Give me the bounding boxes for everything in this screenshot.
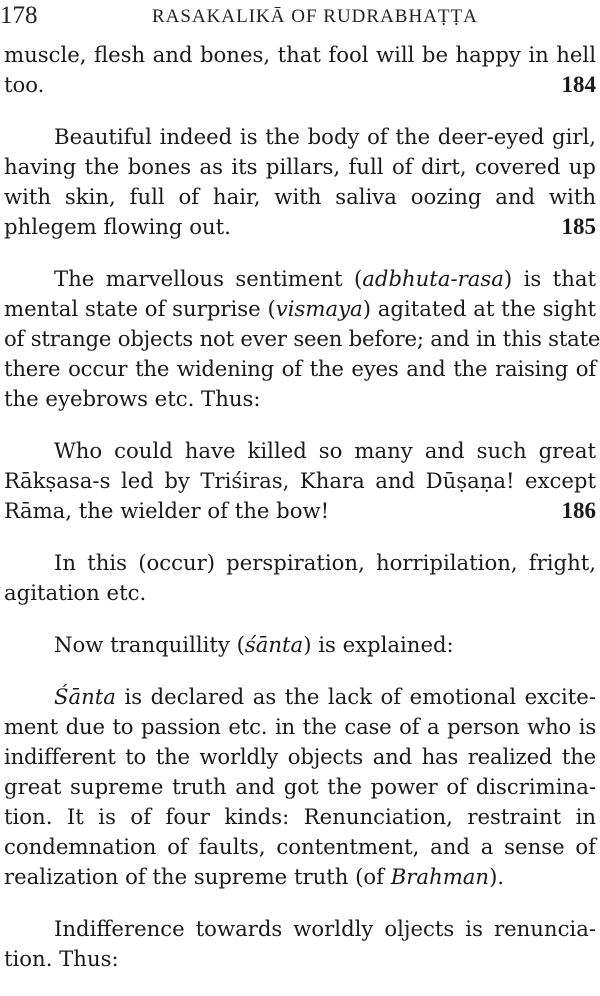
prose-paragraph: [4, 548, 596, 608]
text-line: with skin, full of hair, with saliva oozing and with: [4, 184, 596, 209]
text-line-segment: mental state of surprise (: [4, 296, 276, 321]
page-body: [4, 40, 600, 996]
verse-number: 185: [561, 214, 596, 239]
text-line-segment: Rāma, the wielder of the bow!: [4, 498, 330, 523]
text-line-segment: ).: [489, 864, 505, 889]
italic-term: śānta: [244, 632, 304, 657]
text-line: [4, 682, 596, 712]
italic-term: Śānta: [54, 684, 116, 709]
running-title: RASAKALIKĀ OF RUDRABHAṬṬA: [152, 6, 478, 27]
text-line-segment: phlegem flowing out.: [4, 214, 231, 239]
text-line-segment: The marvellous sentiment (: [54, 266, 363, 291]
page-number: 178: [0, 2, 38, 29]
text-line: [4, 496, 596, 526]
text-line: having the bones as its pillars, full of dirt, covered up: [4, 154, 596, 179]
text-line-segment: ) is that: [503, 266, 596, 291]
text-line: Indifference towards worldly oljects is renuncia-: [54, 916, 596, 941]
prose-paragraph: [4, 914, 596, 974]
italic-term: adbhuta-rasa: [362, 266, 504, 291]
prose-paragraph: [4, 264, 600, 414]
italic-term: Brahman: [390, 864, 490, 889]
verse-number: 184: [561, 72, 596, 97]
text-line-segment: ) agitated at the sight: [362, 296, 596, 321]
text-line: agitation etc.: [4, 580, 147, 605]
text-line: [4, 630, 596, 660]
text-line-segment: Now tranquillity (: [54, 632, 245, 657]
paragraph-continuation: [4, 40, 596, 100]
text-line: [4, 862, 596, 892]
text-line: [4, 70, 596, 100]
italic-term: vismaya: [275, 296, 363, 321]
text-line: muscle, flesh and bones, that fool will be happy in hell: [4, 42, 596, 67]
text-line: [4, 264, 596, 294]
text-line: tion. It is of four kinds: Renunciation, restraint in: [4, 804, 596, 829]
text-line: Beautiful indeed is the body of the deer-eyed girl,: [54, 124, 596, 149]
text-line: indifferent to the worldly objects and has realized the: [4, 744, 596, 769]
text-line-segment: is declared as the lack of emotional excite-: [115, 684, 596, 709]
text-line: great supreme truth and got the power of discrimina-: [4, 774, 596, 799]
text-line: [4, 212, 596, 242]
text-line: ment due to passion etc. in the case of a person who is: [4, 714, 596, 739]
prose-paragraph: [4, 682, 596, 892]
verse-paragraph: [4, 436, 596, 526]
text-line: there occur the widening of the eyes and the raising of: [4, 356, 596, 381]
verse-number: 186: [561, 498, 596, 523]
page-header: [0, 2, 600, 36]
text-line: Who could have killed so many and such great: [54, 438, 596, 463]
text-line: the eyebrows etc. Thus:: [4, 386, 261, 411]
verse-paragraph: [4, 122, 596, 242]
text-line: tion. Thus:: [4, 946, 119, 971]
prose-paragraph: [4, 630, 596, 660]
text-line: [4, 294, 596, 324]
text-line: Rākṣasa-s led by Triśiras, Khara and Dūṣaṇa! except: [4, 468, 596, 493]
text-line: of strange objects not ever seen before; and in this state: [4, 326, 600, 351]
text-line: In this (occur) perspiration, horripilation, fright,: [54, 550, 596, 575]
text-line-segment: realization of the supreme truth (of: [4, 864, 391, 889]
text-line-segment: ) is explained:: [303, 632, 454, 657]
text-line-segment: too.: [4, 72, 45, 97]
text-line: condemnation of faults, contentment, and a sense of: [4, 834, 596, 859]
